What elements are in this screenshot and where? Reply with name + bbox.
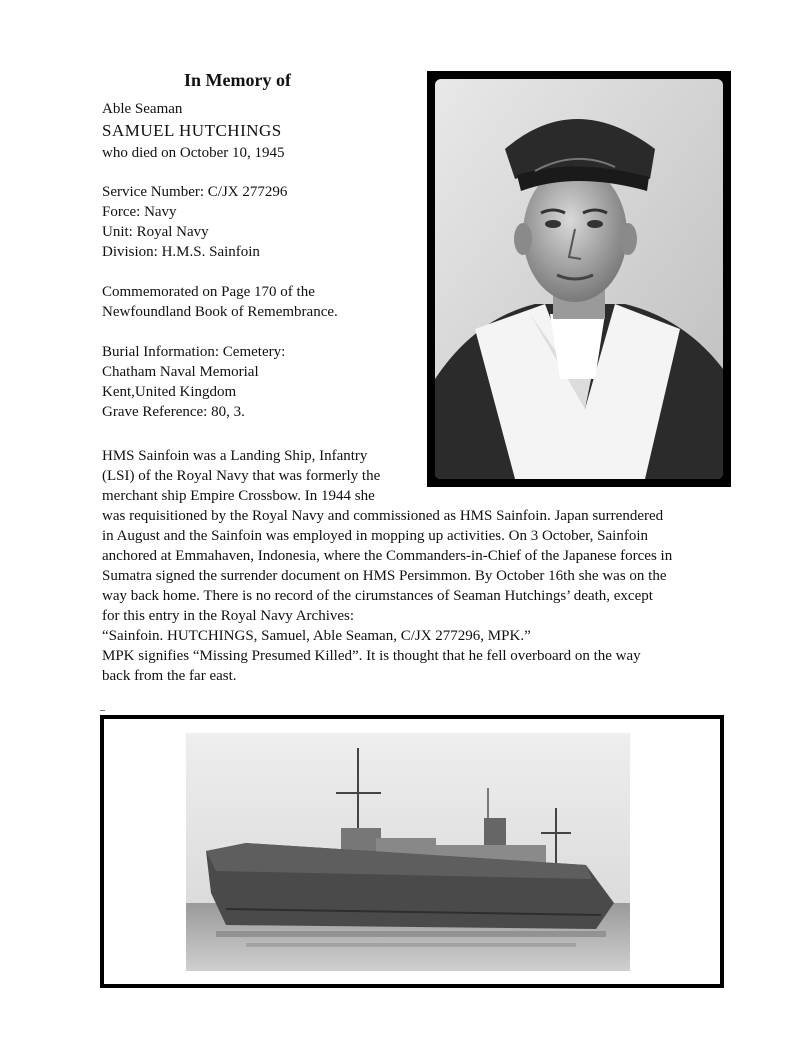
story-line: was requisitioned by the Royal Navy and commissioned as HMS Sainfoin. Japan surrendered bbox=[102, 508, 664, 524]
commemoration-line-2: Newfoundland Book of Remembrance. bbox=[102, 304, 338, 320]
burial-line-2: Chatham Naval Memorial bbox=[102, 364, 259, 380]
hms-sainfoin-ship-image bbox=[186, 733, 630, 971]
story-line: way back home. There is no record of the cirumstances of Seaman Hutchings’ death, except bbox=[102, 588, 653, 604]
story-paragraph bbox=[102, 446, 742, 686]
force: Force: Navy bbox=[102, 204, 177, 220]
story-line: (LSI) of the Royal Navy that was formerly the bbox=[102, 468, 381, 484]
person-name: SAMUEL HUTCHINGS bbox=[102, 121, 282, 140]
service-number: Service Number: C/JX 277296 bbox=[102, 184, 288, 200]
divider-mark bbox=[100, 710, 105, 711]
story-line: merchant ship Empire Crossbow. In 1944 she bbox=[102, 488, 375, 504]
division: Division: H.M.S. Sainfoin bbox=[102, 244, 260, 260]
commemoration-line-1: Commemorated on Page 170 of the bbox=[102, 284, 315, 300]
story-line: in August and the Sainfoin was employed in mopping up activities. On 3 October, Sainfoin bbox=[102, 528, 648, 544]
story-line: back from the far east. bbox=[102, 668, 237, 684]
page-title: In Memory of bbox=[184, 70, 291, 90]
unit: Unit: Royal Navy bbox=[102, 224, 209, 240]
ship-photo bbox=[100, 715, 724, 988]
story-line: “Sainfoin. HUTCHINGS, Samuel, Able Seaman, C/JX 277296, MPK.” bbox=[102, 628, 531, 644]
story-line: Sumatra signed the surrender document on HMS Persimmon. By October 16th she was on the bbox=[102, 568, 667, 584]
story-line: HMS Sainfoin was a Landing Ship, Infantry bbox=[102, 448, 368, 464]
story-line: anchored at Emmahaven, Indonesia, where the Commanders-in-Chief of the Japanese forces in bbox=[102, 548, 673, 564]
rank: Able Seaman bbox=[102, 101, 183, 117]
portrait-photo bbox=[427, 71, 731, 487]
burial-line-3: Kent,United Kingdom bbox=[102, 384, 237, 400]
sailor-portrait-image bbox=[435, 79, 723, 479]
burial-line-4: Grave Reference: 80, 3. bbox=[102, 404, 245, 420]
story-line: MPK signifies “Missing Presumed Killed”. It is thought that he fell overboard on the way bbox=[102, 648, 641, 664]
death-date: who died on October 10, 1945 bbox=[102, 145, 285, 161]
story-line: for this entry in the Royal Navy Archives: bbox=[102, 608, 355, 624]
burial-line-1: Burial Information: Cemetery: bbox=[102, 344, 286, 360]
